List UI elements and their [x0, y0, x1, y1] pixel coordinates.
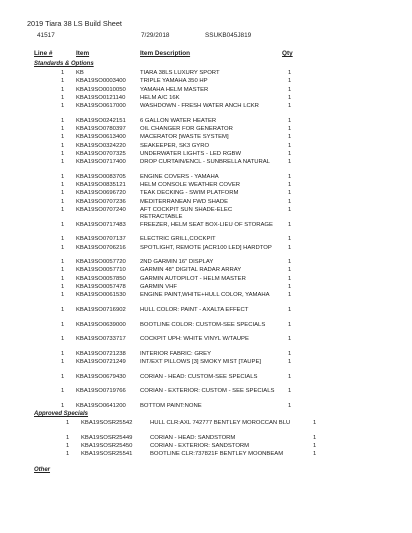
item-quantity: 1 [288, 117, 292, 124]
item-description: TRIPLE YAMAHA 350 HP [140, 78, 208, 85]
item-quantity: 1 [288, 198, 292, 205]
document-title: 2019 Tiara 38 LS Build Sheet [27, 19, 122, 28]
item-number: KBA19SO0696720 [76, 190, 126, 197]
item-number: KBA19SOSR25449 [81, 434, 133, 441]
line-item-row [0, 206, 412, 221]
line-number: 1 [61, 284, 65, 291]
item-description: HELM CONSOLE WEATHER COVER [140, 182, 241, 189]
item-number: KBA19SO0061530 [76, 292, 126, 299]
section-approved-specials: Approved Specials [34, 411, 89, 417]
item-number: KBA19SO0324220 [76, 142, 126, 149]
item-description: HULL CLR:AXL 742777 BENTLEY MOROCCAN BLU [150, 420, 291, 426]
line-item-row [0, 258, 412, 266]
item-quantity: 1 [288, 284, 292, 291]
item-number: KBA19SO0003400 [76, 78, 126, 85]
line-number: 1 [61, 86, 65, 93]
item-quantity: 1 [313, 420, 317, 426]
item-number: KBA19SO0121140 [76, 94, 126, 101]
line-number: 1 [61, 70, 65, 76]
item-description: DROP CURTAIN/ENCL - SUNBRELLA NATURAL [140, 159, 270, 166]
item-number: KBA19SO0639000 [76, 321, 126, 328]
item-description: MACERATOR [WASTE SYSTEM] [140, 134, 229, 141]
line-number: 1 [61, 103, 65, 110]
line-number: 1 [61, 159, 65, 166]
line-item-row [0, 321, 412, 336]
item-number: KBA19SO0719766 [76, 388, 126, 395]
item-number: KB [76, 70, 84, 76]
item-number: KBA19SO0721249 [76, 358, 126, 365]
item-description: AFT COCKPIT SUN SHADE-ELEC RETRACTABLE [140, 207, 233, 221]
line-number: 1 [66, 434, 70, 441]
item-number: KBA19SO0641200 [76, 402, 126, 409]
item-description: HELM A/C 16K [140, 94, 180, 101]
line-number: 1 [61, 402, 65, 409]
column-header-line: Line # [34, 50, 53, 57]
item-number: KBA19SO0057720 [76, 259, 126, 266]
line-number: 1 [66, 420, 70, 426]
item-quantity: 1 [288, 358, 292, 365]
item-quantity: 1 [313, 442, 317, 449]
line-item-row [0, 283, 412, 291]
line-number: 1 [61, 306, 65, 313]
line-item-row [0, 306, 412, 321]
item-description: MEDITERRANEAN FWD SHADE [140, 198, 229, 205]
item-quantity: 1 [288, 321, 292, 328]
line-item-row [0, 266, 412, 274]
item-number: KBA19SO0707325 [76, 150, 126, 157]
line-number: 1 [61, 117, 65, 124]
line-number: 1 [66, 451, 70, 458]
item-description: ENGINE PAINT,WHITE+HULL COLOR, YAMAHA [140, 292, 270, 299]
item-number: KBA19SO0617000 [76, 103, 126, 110]
item-description: WASHDOWN - FRESH WATER ANCH LCKR [140, 103, 259, 110]
line-number: 1 [61, 94, 65, 101]
sheet-date: 7/29/2018 [141, 32, 170, 39]
item-number: KBA19SOSR25541 [81, 451, 133, 458]
item-number: KBA19SO0613400 [76, 134, 126, 141]
item-number: KBA19SO0717400 [76, 159, 126, 166]
item-description: TEAK DECKING - SWIM PLATFORM [140, 190, 239, 197]
item-number: KBA19SO0707240 [76, 207, 126, 214]
item-quantity: 1 [288, 306, 292, 313]
line-number: 1 [61, 244, 65, 251]
line-number: 1 [61, 336, 65, 343]
line-number: 1 [61, 292, 65, 299]
line-number: 1 [61, 198, 65, 205]
item-quantity: 1 [288, 94, 292, 101]
item-number: KBA19SO0707236 [76, 198, 126, 205]
item-quantity: 1 [288, 267, 292, 274]
item-number: KBA19SOSR25542 [81, 420, 133, 426]
item-quantity: 1 [288, 78, 292, 85]
item-quantity: 1 [288, 70, 292, 76]
item-description: FREEZER, HELM SEAT BOX-LIEU OF STORAGE [140, 221, 273, 228]
line-number: 1 [66, 442, 70, 449]
item-quantity: 1 [288, 336, 292, 343]
item-number: KBA19SO0707137 [76, 236, 126, 243]
column-header-item: Item [76, 50, 90, 57]
item-number: KBA19SO0242151 [76, 117, 126, 124]
line-item-row [0, 358, 412, 373]
item-description: BOOTLINE CLR:737821F BENTLEY MOONBEAM [150, 451, 284, 458]
item-quantity: 1 [288, 190, 292, 197]
item-description: GARMIN 48" DIGITAL RADAR ARRAY [140, 267, 242, 274]
line-number: 1 [61, 259, 65, 266]
line-item-row [0, 189, 412, 197]
item-number: KBA19SO0706216 [76, 244, 126, 251]
line-item-row [0, 69, 412, 77]
section-standards-options: Standards & Options [34, 61, 94, 67]
line-number: 1 [61, 126, 65, 133]
item-quantity: 1 [288, 388, 292, 395]
item-description: CORIAN - HEAD: CUSTOM-SEE SPECIALS [140, 373, 258, 380]
item-description: HULL COLOR: PAINT - AXALTA EFFECT [140, 306, 249, 313]
item-description: ELECTRIC GRILL,COCKPIT [140, 236, 216, 243]
item-quantity: 1 [288, 173, 292, 180]
line-item-row [0, 402, 412, 410]
item-quantity: 1 [288, 159, 292, 166]
item-quantity: 1 [288, 292, 292, 299]
line-number: 1 [61, 236, 65, 243]
item-number: KBA19SO0835121 [76, 182, 126, 189]
item-quantity: 1 [288, 373, 292, 380]
item-quantity: 1 [288, 236, 292, 243]
line-number: 1 [61, 182, 65, 189]
line-number: 1 [61, 358, 65, 365]
item-number: KBA19SO0057478 [76, 284, 126, 291]
item-number: KBA19SO0716902 [76, 306, 126, 313]
item-number: KBA19SO0717483 [76, 221, 126, 228]
line-item-row [0, 158, 412, 173]
line-item-row [0, 142, 412, 150]
line-item-row [0, 125, 412, 133]
item-quantity: 1 [288, 103, 292, 110]
line-number: 1 [61, 321, 65, 328]
item-quantity: 1 [288, 259, 292, 266]
section-other: Other [34, 467, 51, 473]
item-description: GARMIN VHF [140, 284, 177, 291]
item-number: KBA19SOSR25450 [81, 442, 133, 449]
item-quantity: 1 [288, 350, 292, 357]
item-description: ENGINE COVERS - YAMAHA [140, 173, 219, 180]
line-item-row [0, 450, 412, 465]
line-number: 1 [61, 142, 65, 149]
item-number: KBA19SO0057710 [76, 267, 126, 274]
line-number: 1 [61, 173, 65, 180]
item-description: UNDERWATER LIGHTS - LED RGBW [140, 150, 242, 157]
line-item-row [0, 86, 412, 94]
line-item-row [0, 235, 412, 243]
build-code: SSUKB045J819 [205, 32, 252, 39]
line-item-row [0, 181, 412, 189]
line-item-row [0, 373, 412, 388]
item-description: GARMIN AUTOPILOT - HELM MASTER [140, 275, 246, 282]
item-description: SPOTLIGHT, REMOTE [ACR100 LED] HARDTOP [140, 244, 272, 251]
line-number: 1 [61, 350, 65, 357]
item-description: SEAKEEPER, SK3 GYRO [140, 142, 210, 149]
special-items-list [0, 419, 412, 465]
column-header-description: Item Description [140, 50, 191, 57]
line-item-row [0, 173, 412, 181]
line-item-row [0, 94, 412, 102]
item-quantity: 1 [288, 207, 292, 214]
line-number: 1 [61, 134, 65, 141]
line-number: 1 [61, 78, 65, 85]
item-quantity: 1 [288, 221, 292, 228]
line-number: 1 [61, 190, 65, 197]
item-description: BOOTLINE COLOR: CUSTOM-SEE SPECIALS [140, 321, 266, 328]
item-description: CORIAN - EXTERIOR: CUSTOM - SEE SPECIALS [140, 388, 275, 395]
line-item-row [0, 291, 412, 306]
line-item-row [0, 198, 412, 206]
line-number: 1 [61, 388, 65, 395]
item-number: KBA19SO0083705 [76, 173, 126, 180]
item-quantity: 1 [288, 150, 292, 157]
item-quantity: 1 [288, 142, 292, 149]
item-description: CORIAN - HEAD: SANDSTORM [150, 434, 236, 441]
hull-number: 41517 [37, 32, 55, 39]
item-quantity: 1 [288, 134, 292, 141]
line-item-row [0, 419, 412, 434]
item-quantity: 1 [288, 244, 292, 251]
line-item-row [0, 77, 412, 85]
line-item-row [0, 221, 412, 236]
line-number: 1 [61, 221, 65, 228]
item-quantity: 1 [313, 451, 317, 458]
item-description: 2ND GARMIN 16" DISPLAY [140, 259, 214, 266]
line-item-row [0, 244, 412, 259]
line-item-row [0, 442, 412, 450]
item-quantity: 1 [288, 275, 292, 282]
item-number: KBA19SO0721238 [76, 350, 126, 357]
item-quantity: 1 [313, 434, 317, 441]
item-description: CORIAN - EXTERIOR: SANDSTORM [150, 442, 250, 449]
line-item-row [0, 434, 412, 442]
item-description: TIARA 38LS LUXURY SPORT [140, 70, 220, 76]
line-number: 1 [61, 207, 65, 214]
line-item-row [0, 102, 412, 117]
item-number: KBA19SO0733717 [76, 336, 126, 343]
item-quantity: 1 [288, 402, 292, 409]
item-description: YAMAHA HELM MASTER [140, 86, 209, 93]
standard-items-list [0, 69, 412, 410]
line-item-row [0, 350, 412, 358]
item-description: BOTTOM PAINT:NONE [140, 402, 202, 409]
item-description: 6 GALLON WATER HEATER [140, 117, 217, 124]
item-number: KBA19SO0057850 [76, 275, 126, 282]
item-quantity: 1 [288, 86, 292, 93]
line-item-row [0, 275, 412, 283]
item-description: OIL CHANGER FOR GENERATOR [140, 126, 233, 133]
line-item-row [0, 387, 412, 402]
item-description: INTERIOR FABRIC: GREY [140, 350, 212, 357]
item-description: COCKPIT UPH: WHITE VINYL W/TAUPE [140, 336, 249, 343]
line-item-row [0, 133, 412, 141]
item-number: KBA19SO0010050 [76, 86, 126, 93]
line-number: 1 [61, 373, 65, 380]
line-number: 1 [61, 150, 65, 157]
line-item-row [0, 117, 412, 125]
line-number: 1 [61, 275, 65, 282]
item-quantity: 1 [288, 126, 292, 133]
line-item-row [0, 335, 412, 350]
item-quantity: 1 [288, 182, 292, 189]
line-item-row [0, 150, 412, 158]
column-header-qty: Qty [282, 50, 293, 57]
line-number: 1 [61, 267, 65, 274]
item-description: INT/EXT PILLOWS [3] SMOKY MIST [TAUPE] [140, 358, 262, 365]
item-number: KBA19SO0679430 [76, 373, 126, 380]
item-number: KBA19SO0780397 [76, 126, 126, 133]
